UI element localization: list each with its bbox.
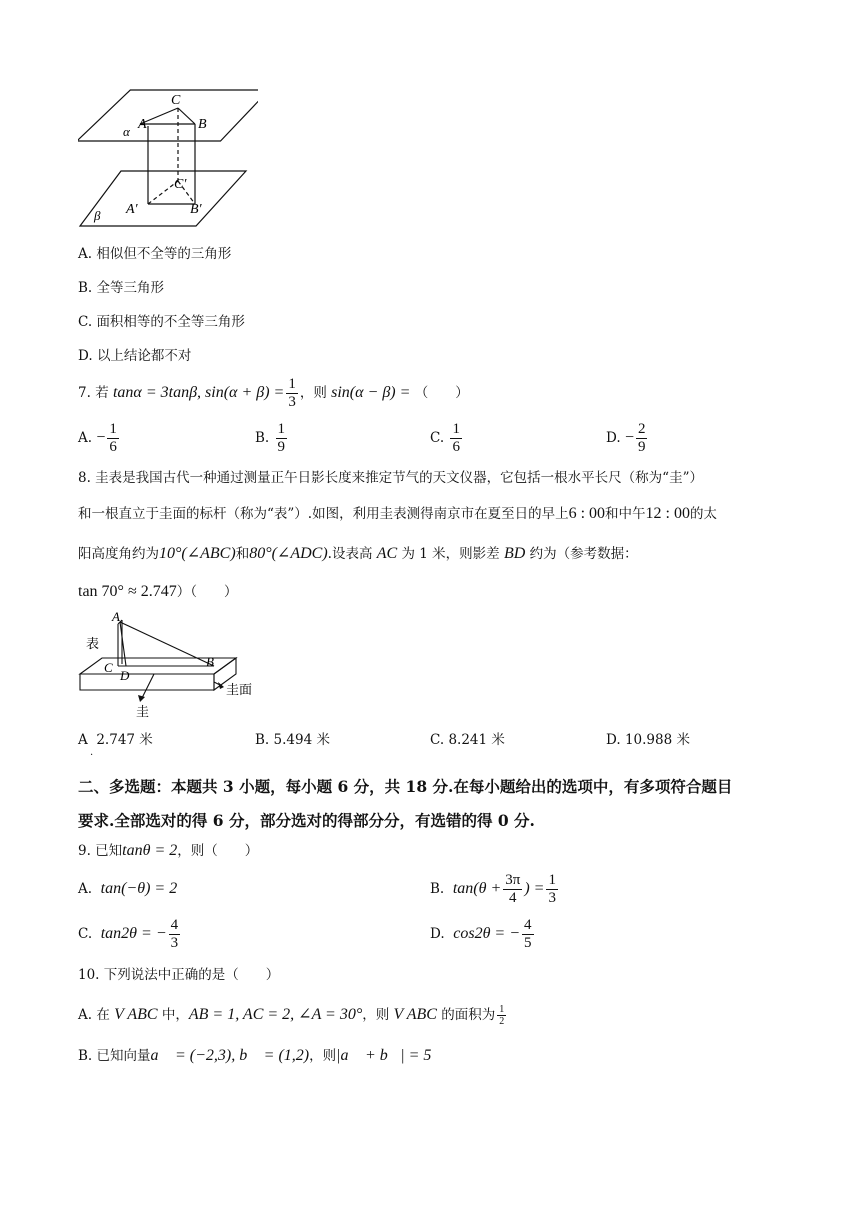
q9-option-c: C. tan2θ = − $\frac{4}{3}$ (78, 917, 179, 951)
q10-stem: 10. 下列说法中正确的是（ ） (78, 967, 280, 983)
q9-option-a: A. tan(−θ) = 2 (78, 880, 178, 897)
label-C: C (104, 660, 113, 675)
label-C: C (171, 93, 181, 108)
label-biao: 表 (86, 636, 100, 651)
q6-option-b: B. 全等三角形 (78, 280, 165, 296)
q8-line-1: 8. 圭表是我国古代一种通过测量正午日影长度来推定节气的天文仪器，它包括一根水平长尺（称为“圭”） (78, 470, 703, 486)
label-B: B (206, 654, 214, 669)
label-alpha: α (123, 124, 130, 139)
q7-option-d: D. − $\frac{2}{9}$ (606, 421, 646, 455)
label-A: A (138, 117, 147, 132)
label-B: B (198, 117, 207, 132)
q8-option-a: A 2.747 米 (78, 732, 153, 748)
q8-option-d: D. 10.988 米 (606, 732, 690, 748)
q6-option-d: D. 以上结论都不对 (78, 348, 192, 364)
label-A: A (112, 610, 120, 624)
q8-line-3: 阳高度角约为10°(∠ABC)和80°(∠ADC).设表高 AC 为 1 米，则影差 BD 约为（参考数据： (78, 545, 638, 562)
q8-line-2: 和一根直立于圭面的标杆（称为“表”）.如图，利用圭表测得南京市在夏至日的早上6 : 00和中午12 : 00的太 (78, 505, 717, 522)
q7-stem: 7. 若 tanα = 3tanβ, sin(α + β) = $\frac{1}{3}$ ，则 sin(α − β) = （ ） (78, 376, 469, 410)
q7-option-c: C. $\frac{1}{6}$ (430, 421, 460, 455)
q10-option-a: A. 在 V ABC 中，AB = 1, AC = 2, ∠A = 30°，则 V ABC 的面积为 $\frac{1}{2}$ (78, 1004, 505, 1027)
q9-option-b: B. tan(θ + $\frac{3\pi}{4}$ ) = $\frac{1}{3}$ (430, 872, 556, 906)
label-D: D (120, 668, 130, 683)
label-B-prime: B′ (190, 202, 202, 217)
dot-mark: . (90, 747, 94, 758)
q10-option-b: B. 已知向量a⃗ = (−2,3), b⃗ = (1,2)，则|a⃗ + b⃗| = 5 (78, 1047, 432, 1064)
q8-option-c: C. 8.241 米 (430, 732, 505, 748)
label-beta: β (94, 208, 101, 223)
q8-line-4: tan 70° ≈ 2.747）（ ） (78, 583, 238, 600)
parallel-planes-figure (78, 86, 258, 231)
label-C-prime: C′ (174, 177, 187, 192)
label-A-prime: A′ (126, 202, 138, 217)
q9-option-d: D. cos2θ = − $\frac{4}{5}$ (430, 917, 532, 951)
guibiao-figure (74, 610, 274, 722)
q9-stem: 9. 已知tanθ = 2，则（ ） (78, 842, 259, 859)
q6-option-c: C. 面积相等的不全等三角形 (78, 314, 245, 330)
q7-option-b: B. $\frac{1}{9}$ (255, 421, 286, 455)
q8-option-b: B. 5.494 米 (255, 732, 330, 748)
section-2-heading-line-2: 要求.全部选对的得 6 分，部分选对的得部分分，有选错的得 0 分. (78, 811, 535, 830)
label-guimian: 圭面 (226, 682, 253, 697)
label-gui: 圭 (136, 704, 150, 719)
q6-option-a: A. 相似但不全等的三角形 (78, 246, 232, 262)
section-2-heading-line-1: 二、多选题：本题共 3 小题，每小题 6 分，共 18 分.在每小题给出的选项中，有多项符合题目 (78, 777, 733, 796)
q7-option-a: A. − $\frac{1}{6}$ (78, 421, 117, 455)
